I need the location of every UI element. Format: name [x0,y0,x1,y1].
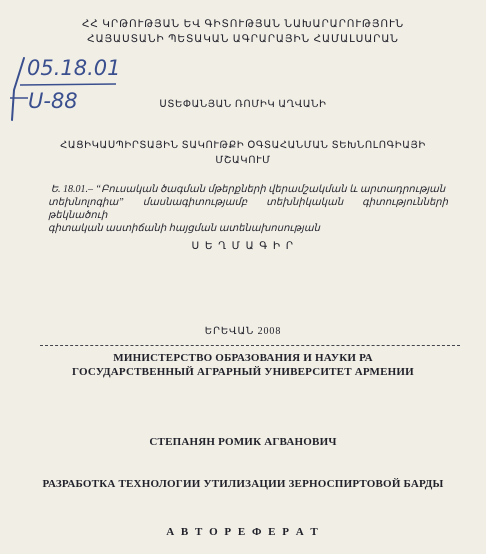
stamp-code: 05.18.01 [27,56,121,80]
title-ru: РАЗРАБОТКА ТЕХНОЛОГИИ УТИЛИЗАЦИИ ЗЕРНОСПИРТОВОЙ БАРДЫ [42,478,444,490]
doc-type-arm: Ս Ե Ղ Մ Ա Գ Ի Ր [191,241,295,252]
title-arm-line2: ՄՇԱԿՈՒՄ [215,155,271,166]
stamp-shelfmark: U-88 [28,89,78,113]
author-arm: ՍՏԵՓԱՆՅԱՆ ՌՈՄԻԿ ԱՂՎԱՆԻ [159,99,327,110]
divider-dashed [40,345,460,346]
ministry-arm: ՀՀ ԿՐԹՈՒԹՅԱՆ ԵՎ ԳԻՏՈՒԹՅԱՆ ՆԱԽԱՐԱՐՈՒԹՅՈՒՆ [81,19,405,30]
specialty-line3: գիտական աստիճանի հայցման ատենախոսության [48,223,320,234]
specialty-line2: տեխնոլոգիա” մասնագիտությամբ տեխնիկական գիտությունների թեկնածուի [48,197,448,221]
university-arm: ՀԱՅԱՍՏԱՆԻ ՊԵՏԱԿԱՆ ԱԳՐԱՐԱՅԻՆ ՀԱՄԱԼՍԱՐԱՆ [87,34,399,45]
stamp-underline [18,82,118,88]
title-arm-line1: ՀԱՑԻԿԱՍՊԻՐՏԱՅԻՆ ՏԱԿՈՒԹՔԻ ՕԳՏԱՀԱՆՄԱՆ ՏԵԽՆՈԼՈԳԻԱՅԻ [60,140,426,151]
specialty-line1: Ե. 18.01.– “Բուսական ծագման մթերքների վերամշակման և արտադրության [50,184,446,195]
university-ru: ГОСУДАРСТВЕННЫЙ АГРАРНЫЙ УНИВЕРСИТЕТ АРМЕНИИ [72,366,414,378]
author-ru: СТЕПАНЯН РОМИК АГВАНОВИЧ [149,436,337,448]
doc-type-ru: А В Т О Р Е Ф Е Р А Т [166,526,320,538]
place-year-arm: ԵՐԵՎԱՆ 2008 [204,326,282,337]
specialty-paragraph [48,183,448,235]
ministry-ru: МИНИСТЕРСТВО ОБРАЗОВАНИЯ И НАУКИ РА [113,352,373,364]
